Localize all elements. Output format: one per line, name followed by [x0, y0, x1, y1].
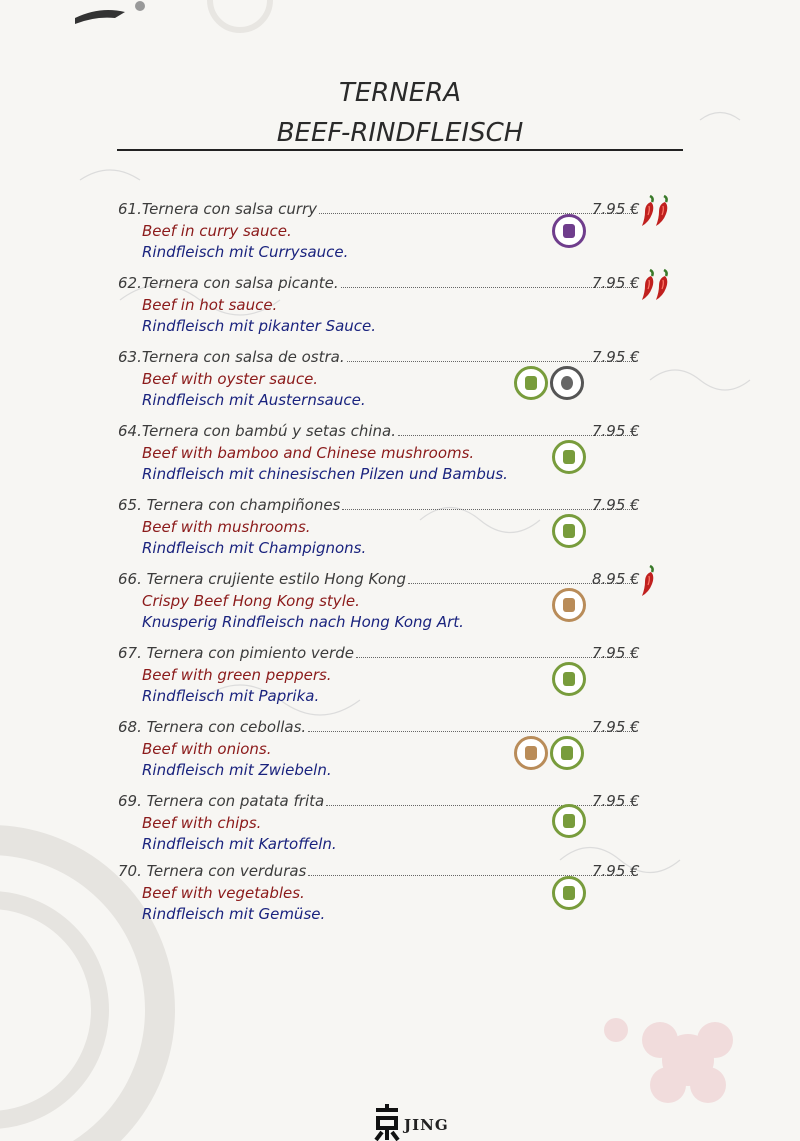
menu-item-line [118, 348, 638, 366]
dish-price: 7.95 € [592, 200, 640, 218]
dish-name-de: Rindfleisch mit Champignons. [142, 539, 367, 557]
menu-item-line [118, 570, 638, 588]
menu-item [118, 718, 678, 788]
dish-price: 7.95 € [592, 274, 640, 292]
dish-name-de: Rindfleisch mit chinesischen Pilzen und Bambus. [142, 465, 508, 483]
menu-item [118, 422, 678, 492]
allergen-badges [552, 588, 586, 622]
dish-name-es: 64.Ternera con bambú y setas china. [118, 422, 396, 440]
menu-item-line [118, 496, 638, 514]
dish-price: 8.95 € [592, 570, 640, 588]
leader-dots [308, 730, 636, 732]
dish-name-de: Rindfleisch mit Zwiebeln. [142, 761, 332, 779]
soy-icon [552, 662, 586, 696]
dish-name-en: Crispy Beef Hong Kong style. [142, 592, 360, 610]
menu-item-line [118, 422, 638, 440]
dish-name-en: Beef in curry sauce. [142, 222, 292, 240]
menu-item-line [118, 718, 638, 736]
leader-dots [326, 804, 636, 806]
dish-price: 7.95 € [592, 496, 640, 514]
dish-name-en: Beef with vegetables. [142, 884, 305, 902]
mollusc-icon [550, 366, 584, 400]
menu-item [118, 496, 678, 566]
dish-name-de: Rindfleisch mit pikanter Sauce. [142, 317, 377, 335]
menu-item [118, 570, 678, 640]
dish-name-es: 70. Ternera con verduras [118, 862, 307, 880]
dish-price: 7.95 € [592, 348, 640, 366]
allergen-badges [514, 736, 584, 770]
menu-item [118, 792, 678, 862]
soy-icon [552, 876, 586, 910]
dish-name-de: Rindfleisch mit Currysauce. [142, 243, 349, 261]
dish-name-en: Beef with mushrooms. [142, 518, 311, 536]
soy-icon [552, 514, 586, 548]
menu-item-line [118, 644, 638, 662]
dish-name-es: 66. Ternera crujiente estilo Hong Kong [118, 570, 407, 588]
allergen-badges [552, 514, 586, 548]
dish-name-en: Beef with green peppers. [142, 666, 332, 684]
leader-dots [308, 874, 636, 876]
soy-icon [550, 736, 584, 770]
dish-name-es: 67. Ternera con pimiento verde [118, 644, 354, 662]
dish-name-es: 68. Ternera con cebollas. [118, 718, 307, 736]
title-underline [117, 149, 683, 151]
menu-item [118, 862, 678, 932]
sesame-icon [552, 588, 586, 622]
dish-name-en: Beef with bamboo and Chinese mushrooms. [142, 444, 475, 462]
soy-icon [514, 366, 548, 400]
allergen-purple-icon [552, 214, 586, 248]
menu-item [118, 200, 678, 270]
allergen-badges [552, 662, 586, 696]
dish-name-de: Rindfleisch mit Austernsauce. [142, 391, 366, 409]
dish-name-en: Beef in hot sauce. [142, 296, 278, 314]
spicy-chili-icon [640, 268, 668, 304]
dish-price: 7.95 € [592, 792, 640, 810]
dish-name-es: 65. Ternera con champiñones [118, 496, 341, 514]
dish-name-de: Rindfleisch mit Paprika. [142, 687, 320, 705]
dish-name-de: Rindfleisch mit Kartoffeln. [142, 835, 337, 853]
page-title: TERNERA [338, 78, 462, 108]
allergen-badges [552, 876, 586, 910]
page-subtitle: BEEF-RINDFLEISCH [276, 118, 524, 148]
dish-name-es: 63.Ternera con salsa de ostra. [118, 348, 345, 366]
dish-name-de: Rindfleisch mit Gemüse. [142, 905, 326, 923]
dish-name-es: 61.Ternera con salsa curry [118, 200, 318, 218]
soy-icon [552, 440, 586, 474]
dish-name-en: Beef with oyster sauce. [142, 370, 319, 388]
allergen-badges [552, 804, 586, 838]
menu-item-line [118, 274, 638, 292]
allergen-badges [552, 440, 586, 474]
dish-price: 7.95 € [592, 422, 640, 440]
dish-name-es: 62.Ternera con salsa picante. [118, 274, 339, 292]
dish-name-en: Beef with chips. [142, 814, 262, 832]
menu-item [118, 348, 678, 418]
dish-price: 7.95 € [592, 862, 640, 880]
dish-price: 7.95 € [592, 644, 640, 662]
dish-price: 7.95 € [592, 718, 640, 736]
menu-item [118, 644, 678, 714]
leader-dots [319, 212, 636, 214]
menu-item [118, 274, 678, 344]
dish-name-es: 69. Ternera con patata frita [118, 792, 325, 810]
soy-icon [552, 804, 586, 838]
logo-text: JING [404, 1116, 449, 1134]
dish-name-en: Beef with onions. [142, 740, 272, 758]
spicy-chili-icon [640, 564, 654, 600]
spicy-chili-icon [640, 194, 668, 230]
gluten-icon [514, 736, 548, 770]
dish-name-de: Knusperig Rindfleisch nach Hong Kong Art. [142, 613, 464, 631]
allergen-badges [552, 214, 586, 248]
allergen-badges [514, 366, 584, 400]
